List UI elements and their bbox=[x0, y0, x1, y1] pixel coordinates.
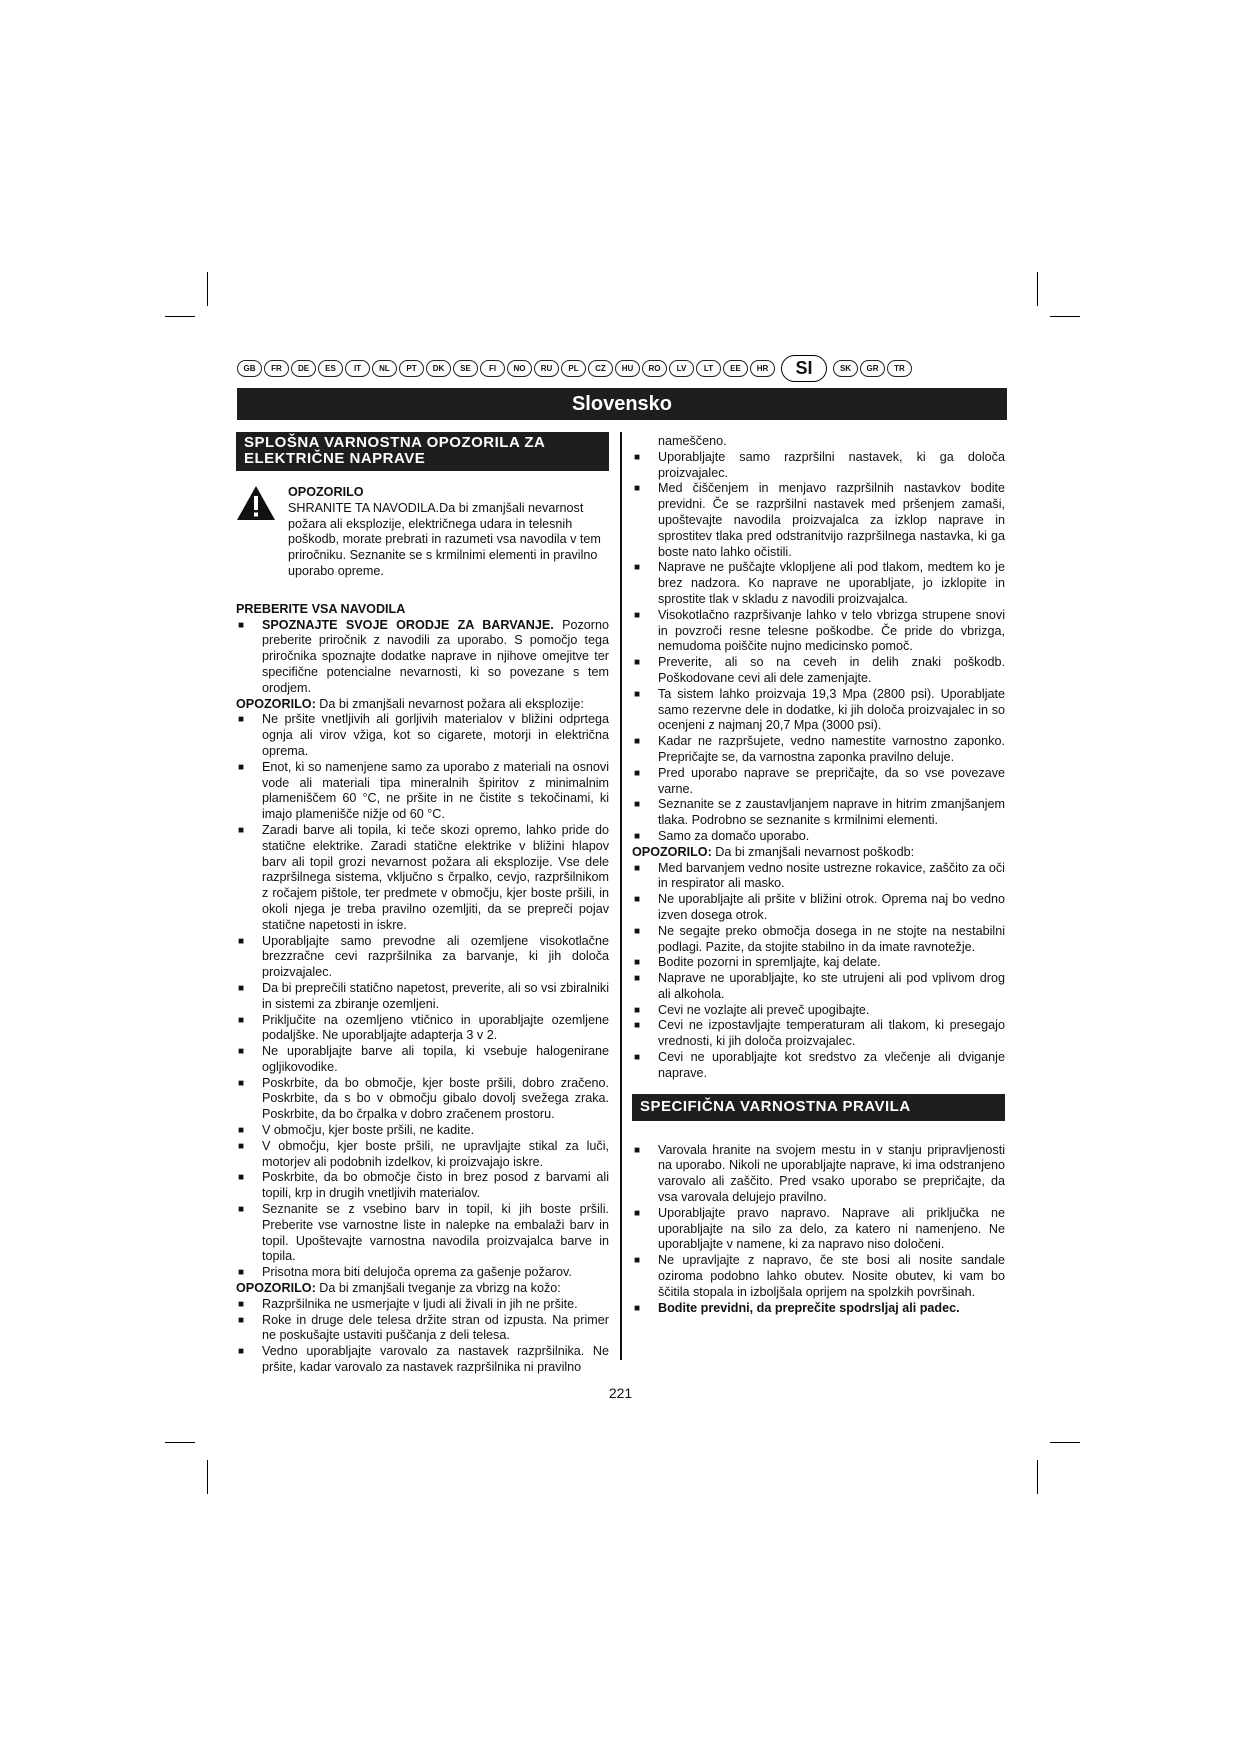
list-item: ■ Cevi ne vozlajte ali preveč upogibajte. bbox=[632, 1003, 1005, 1019]
language-ee: EE bbox=[723, 360, 748, 377]
language-fr: FR bbox=[264, 360, 289, 377]
language-ro: RO bbox=[642, 360, 667, 377]
list-item: ■ Cevi ne izpostavljajte temperaturam ali tlakom, ki presegajo vrednosti, ki jih določa proizvajalec. bbox=[632, 1018, 1005, 1050]
language-tr: TR bbox=[887, 360, 912, 377]
list-item: ■ Ta sistem lahko proizvaja 19,3 Mpa (2800 psi). Uporabljate samo rezervne dele in dodatke, ki jih določa proizvajalec in so ocenjeni z najmanj 20,7 Mpa (3000 psi). bbox=[632, 687, 1005, 734]
warning-line-text: Da bi zmanjšali tveganje za vbrizg na kožo: bbox=[315, 1281, 561, 1296]
language-hu: HU bbox=[615, 360, 640, 377]
warning-label: OPOZORILO: bbox=[236, 1281, 316, 1296]
page-banner: Slovensko bbox=[237, 388, 1007, 420]
bullet-list bbox=[236, 1297, 609, 1376]
section-heading-general: SPLOŠNA VARNOSTNA OPOZORILA ZA ELEKTRIČNE NAPRAVE bbox=[236, 432, 609, 471]
warning-line-text: Da bi zmanjšali nevarnost požara ali eksplozije: bbox=[315, 696, 584, 711]
language-hr: HR bbox=[750, 360, 775, 377]
language-sk: SK bbox=[833, 360, 858, 377]
language-si: SI bbox=[781, 355, 827, 382]
warning-line bbox=[236, 1281, 609, 1297]
list-item: ■ Samo za domačo uporabo. bbox=[632, 829, 1005, 845]
list-item: ■ Bodite previdni, da preprečite spodrsljaj ali padec. bbox=[632, 1301, 1005, 1317]
language-it: IT bbox=[345, 360, 370, 377]
list-item: ■ Zaradi barve ali topila, ki teče skozi opremo, lahko pride do statične elektrike. Zaradi statične elektrike v bližini hlapov barv ali topil grozi nevarnost požara ali eksplozije. Vse dele razpršilnega sistema, vključno s črpalko, cevjo, razpršilnikom z ročajem pištole, ter predmete v območju, kjer boste pršili, in okoli njega je treba pravilno ozemljiti, da se prepreči pojav statične napetosti in iskre. bbox=[236, 823, 609, 934]
language-ru: RU bbox=[534, 360, 559, 377]
list-item: ■ Vedno uporabljajte varovalo za nastavek razpršilnika. Ne pršite, kadar varovalo za nastavek razpršilnika ni pravilno bbox=[236, 1344, 609, 1376]
crop-mark bbox=[207, 1460, 208, 1494]
crop-mark bbox=[1037, 272, 1038, 306]
list-item: ■ V območju, kjer boste pršili, ne upravljajte stikal za luči, motorjev ali podobnih izdelkov, ki proizvajajo iskre. bbox=[236, 1139, 609, 1171]
list-item: ■ Razpršilnika ne usmerjajte v ljudi ali živali in jih ne pršite. bbox=[236, 1297, 609, 1313]
spacer bbox=[632, 1082, 1005, 1094]
language-es: ES bbox=[318, 360, 343, 377]
language-de: DE bbox=[291, 360, 316, 377]
language-gr: GR bbox=[860, 360, 885, 377]
list-item: ■ Enot, ki so namenjene samo za uporabo z materiali na osnovi vode ali materiali tipa mineralnih špiritov z minimalnim plameniščem 60 °C, ne pršite in ne čistite s tekočinami, ki imajo plamenišče nižje od 60 °C. bbox=[236, 760, 609, 823]
list-item: ■ Poskrbite, da bo območje, kjer boste pršili, dobro zračeno. Poskrbite, da s bo v območju gibalo dovolj svežega zraka. Poskrbite, da bo črpalka v dobro zračenem prostoru. bbox=[236, 1076, 609, 1123]
list-item: ■ Ne pršite vnetljivih ali gorljivih materialov v bližini odprtega ognja ali virov vžiga, kot so cigarete, motorji in električna oprema. bbox=[236, 712, 609, 759]
list-item: ■ Varovala hranite na svojem mestu in v stanju pripravljenosti na uporabo. Nikoli ne uporabljajte naprave, ki ima odstranjeno varovalo ali zaščito. Pred vsako uporabo se prepričajte, da vsa varovala delujejo pravilno. bbox=[632, 1143, 1005, 1206]
list-item: ■ Preverite, ali so na ceveh in delih znaki poškodb. Poškodovane cevi ali dele zamenjajte. bbox=[632, 655, 1005, 687]
language-cz: CZ bbox=[588, 360, 613, 377]
bullet-list bbox=[632, 861, 1005, 1082]
list-item: ■ Kadar ne razpršujete, vedno namestite varnostno zaponko. Prepričajte se, da varnostna zaponka pravilno deluje. bbox=[632, 734, 1005, 766]
list-item: ■ Seznanite se z zaustavljanjem naprave in hitrim zmanjšanjem tlaka. Podrobno se seznanite s krmilnimi elementi. bbox=[632, 797, 1005, 829]
list-item-text: Pozorno preberite priročnik z navodili za uporabo. S pomočjo tega priročnika spoznajte dodatke naprave in njihove omejitve ter specifične potencialne nevarnosti, ki so povezane s tem orodjem. bbox=[262, 617, 609, 695]
read-all-heading: PREBERITE VSA NAVODILA bbox=[236, 601, 406, 616]
list-item: ■ Ne segajte preko območja dosega in ne stojte na nestabilni podlagi. Pazite, da stojite stabilno in da imate ravnotežje. bbox=[632, 924, 1005, 956]
list-item: ■ Uporabljajte pravo napravo. Naprave ali priključka ne uporabljajte na silo za delo, za katero ni namenjeno. Ne uporabljajte v namene, ki za napravo niso določeni. bbox=[632, 1206, 1005, 1253]
warning-label: OPOZORILO: bbox=[236, 696, 316, 711]
list-item: ■ Priključite na ozemljeno vtičnico in uporabljajte ozemljene podaljške. Ne uporabljajte adapterja 3 v 2. bbox=[236, 1013, 609, 1045]
list-item: ■ Ne uporabljajte barve ali topila, ki vsebuje halogenirane ogljikovodike. bbox=[236, 1044, 609, 1076]
list-item: ■ Pred uporabo naprave se prepričajte, da so vse povezave varne. bbox=[632, 766, 1005, 798]
language-gb: GB bbox=[237, 360, 262, 377]
language-fi: FI bbox=[480, 360, 505, 377]
page-number: 221 bbox=[608, 1385, 633, 1401]
column-divider bbox=[620, 432, 622, 1360]
warning-triangle-icon bbox=[236, 485, 276, 521]
list-item bbox=[236, 618, 609, 697]
warning-text: SHRANITE TA NAVODILA.Da bi zmanjšali nevarnost požara ali eksplozije, električnega udara in telesnih poškodb, morate prebrati in razumeti vsa navodila v tem priročniku. Seznanite se s krmilnimi elementi in pravilno uporabo opreme. bbox=[288, 500, 601, 578]
right-column bbox=[632, 434, 1005, 1316]
warning-label: OPOZORILO: bbox=[632, 844, 712, 859]
language-nl: NL bbox=[372, 360, 397, 377]
warning-block bbox=[236, 485, 609, 580]
bullet-list bbox=[236, 712, 609, 1281]
list-item: ■ Med čiščenjem in menjavo razpršilnih nastavkov bodite previdni. Če se razpršilni nastavek med pršenjem zamaši, upoštevajte navodila proizvajalca za izklop naprave in sprostitev tlaka pred odstranitvijo razpršilnega nastavka, ki ga boste nato lahko očistili. bbox=[632, 481, 1005, 560]
crop-mark bbox=[1050, 316, 1080, 317]
continuation-text: nameščeno. bbox=[658, 434, 727, 448]
list-item: ■ Da bi preprečili statično napetost, preverite, ali so vsi zbiralniki in sistemi za zbiranje ozemljeni. bbox=[236, 981, 609, 1013]
language-pt: PT bbox=[399, 360, 424, 377]
warning-title: OPOZORILO bbox=[288, 485, 364, 499]
language-lv: LV bbox=[669, 360, 694, 377]
list-item: ■ Uporabljajte samo razpršilni nastavek, ki ga določa proizvajalec. bbox=[632, 450, 1005, 482]
crop-mark bbox=[207, 272, 208, 306]
list-item: ■ Ne uporabljajte ali pršite v bližini otrok. Oprema naj bo vedno izven dosega otrok. bbox=[632, 892, 1005, 924]
language-dk: DK bbox=[426, 360, 451, 377]
warning-line bbox=[236, 697, 609, 713]
list-item: ■ Prisotna mora biti delujoča oprema za gašenje požarov. bbox=[236, 1265, 609, 1281]
language-no: NO bbox=[507, 360, 532, 377]
bullet-list bbox=[632, 450, 1005, 845]
language-selector bbox=[237, 355, 1007, 381]
crop-mark bbox=[165, 1442, 195, 1443]
list-item: ■ Ne upravljajte z napravo, če ste bosi ali nosite sandale oziroma podobno lahko obutev. Nosite obutev, ki vam bo ščitila stopala in izboljšala oprijem na spolzkih površinah. bbox=[632, 1253, 1005, 1300]
crop-mark bbox=[1050, 1442, 1080, 1443]
crop-mark bbox=[1037, 1460, 1038, 1494]
warning-line-text: Da bi zmanjšali nevarnost poškodb: bbox=[711, 844, 915, 859]
list-item: ■ Visokotlačno razpršivanje lahko v telo vbrizga strupene snovi in povzroči resne telesne poškodbe. Če pride do vbrizga, nemudoma poiščite nujno medicinsko pomoč. bbox=[632, 608, 1005, 655]
language-pl: PL bbox=[561, 360, 586, 377]
left-column bbox=[236, 432, 609, 1376]
warning-line bbox=[632, 845, 1005, 861]
list-item: ■ V območju, kjer boste pršili, ne kadite. bbox=[236, 1123, 609, 1139]
bullet-list bbox=[632, 1143, 1005, 1301]
list-item: ■ Roke in druge dele telesa držite stran od izpusta. Na primer ne poskušajte ustaviti puščanja z deli telesa. bbox=[236, 1313, 609, 1345]
list-item: ■ Uporabljajte samo prevodne ali ozemljene visokotlačne brezzračne cevi razpršilnika za barvanje, ki jih določa proizvajalec. bbox=[236, 934, 609, 981]
list-item: ■ Naprave ne uporabljajte, ko ste utrujeni ali pod vplivom drog ali alkohola. bbox=[632, 971, 1005, 1003]
crop-mark bbox=[165, 316, 195, 317]
section-heading-specific: SPECIFIČNA VARNOSTNA PRAVILA bbox=[632, 1094, 1005, 1121]
list-item: ■ Seznanite se z vsebino barv in topil, ki jih boste pršili. Preberite vse varnostne liste in nalepke na embalaži barv in topil. Upoštevajte varnostna navodila proizvajalca barve in topila. bbox=[236, 1202, 609, 1265]
list-item: ■ Naprave ne puščajte vklopljene ali pod tlakom, medtem ko je brez nadzora. Ko naprave ne uporabljate, jo izklopite in sprostite tlak v skladu z navodili proizvajalca. bbox=[632, 560, 1005, 607]
list-item: ■ Med barvanjem vedno nosite ustrezne rokavice, zaščito za oči in respirator ali masko. bbox=[632, 861, 1005, 893]
list-item-bold: SPOZNAJTE SVOJE ORODJE ZA BARVANJE. bbox=[262, 617, 554, 632]
list-item: ■ Bodite pozorni in spremljajte, kaj delate. bbox=[632, 955, 1005, 971]
list-item: ■ Poskrbite, da bo območje čisto in brez posod z barvami ali topili, krp in drugih vnetljivih materialov. bbox=[236, 1170, 609, 1202]
language-lt: LT bbox=[696, 360, 721, 377]
language-se: SE bbox=[453, 360, 478, 377]
list-item: ■ Cevi ne uporabljajte kot sredstvo za vlečenje ali dviganje naprave. bbox=[632, 1050, 1005, 1082]
